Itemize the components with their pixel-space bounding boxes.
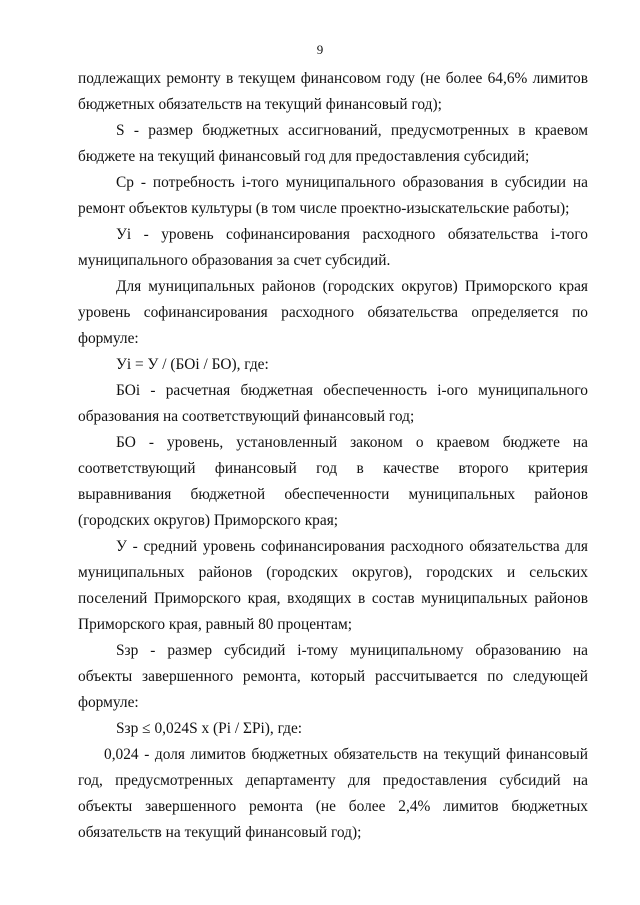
formula-szr: Sзр ≤ 0,024S x (Pi / ΣPi), где:: [116, 720, 303, 737]
paragraph-bo-definition: БО - уровень, установленный законом о краевом бюджете на соответствующий финансовый год в качестве второго критерия выравнивания бюджетной обеспеченности муниципальных районов (городских округов) Приморского края;: [78, 434, 588, 529]
paragraph-coefficient-definition: 0,024 - доля лимитов бюджетных обязательств на текущий финансовый год, предусмотренных департаменту для предоставления субсидий на объекты завершенного ремонта (не более 2,4% лимитов бюджетных обязательств на текущий финансовый год);: [78, 746, 588, 841]
paragraph-cp-definition: Ср - потребность i-того муниципального образования в субсидии на ремонт объектов культуры (в том числе проектно-изыскательские работы);: [78, 174, 588, 217]
formula-ui: Уi = У / (БОi / БО), где:: [116, 356, 269, 373]
paragraph-continuation: подлежащих ремонту в текущем финансовом году (не более 64,6% лимитов бюджетных обязательств на текущий финансовый год);: [78, 70, 588, 113]
paragraph-cofinancing-intro: Для муниципальных районов (городских округов) Приморского края уровень софинансирования расходного обязательства определяется по формуле:: [78, 278, 588, 347]
page-number: 9: [316, 42, 324, 57]
paragraph-ui-definition: Уi - уровень софинансирования расходного обязательства i-того муниципального образования за счет субсидий.: [78, 226, 588, 269]
paragraph-s-definition: S - размер бюджетных ассигнований, предусмотренных в краевом бюджете на текущий финансовый год для предоставления субсидий;: [78, 122, 588, 165]
paragraph-u-definition: У - средний уровень софинансирования расходного обязательства для муниципальных районов (городских округов), городских и сельских поселений Приморского края, входящих в состав муниципальных районов Приморского края, равный 80 процентам;: [78, 538, 588, 633]
document-body: [78, 66, 588, 846]
paragraph-boi-definition: БОi - расчетная бюджетная обеспеченность i-ого муниципального образования на соответствующий финансовый год;: [78, 382, 588, 425]
paragraph-szr-definition: Sзр - размер субсидий i-тому муниципальному образованию на объекты завершенного ремонта, который рассчитывается по следующей формуле:: [78, 642, 588, 711]
